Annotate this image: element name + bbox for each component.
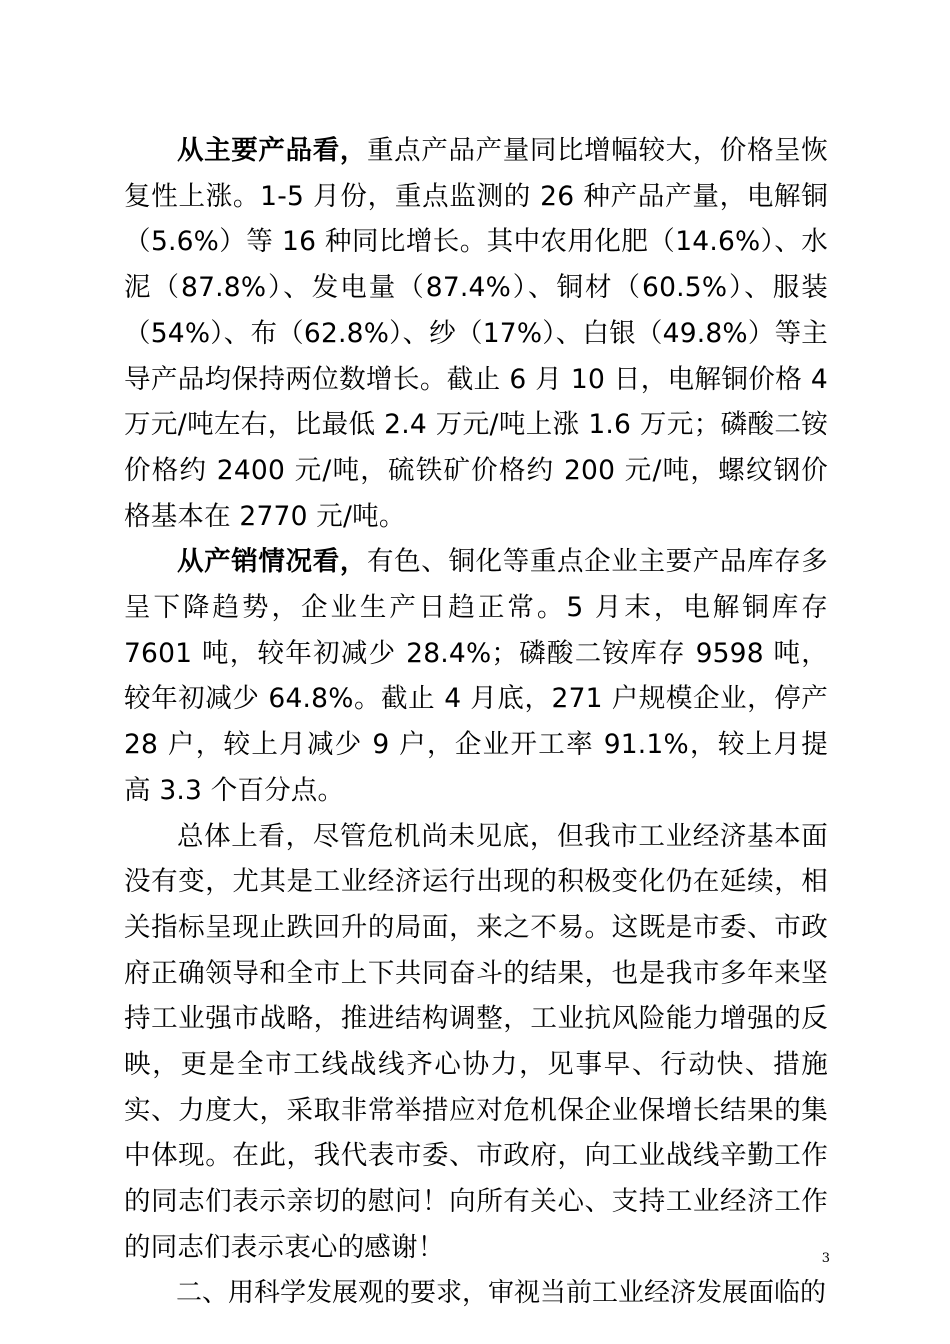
paragraph-main-products — [124, 128, 828, 539]
paragraph-text: 有色、铜化等重点企业主要产品库存多呈下降趋势，企业生产日趋正常。5 月末，电解铜库存 7601 吨，较年初减少 28.4%；磷酸二铵库存 9598 吨，较年初减少 64.8%。截止 4 月底，271 户规模企业，停产 28 户，较上月减少 9 户，企业开工率 91.1%，较上月提高 3.3 个百分点。 — [124, 546, 829, 806]
paragraph-lead: 从主要产品看， — [177, 135, 368, 166]
section-heading: 二、用科学发展观的要求，审视当前工业经济发展面临的 — [176, 1277, 827, 1308]
paragraph-lead: 从产销情况看， — [177, 546, 368, 578]
document-body — [124, 128, 828, 1316]
paragraph-text: 总体上看，尽管危机尚未见底，但我市工业经济基本面没有变，尤其是工业经济运行出现的积极变化仍在延续，相关指标呈现止跌回升的局面，来之不易。这既是市委、市政府正确领导和全市上下共同奋斗的结果，也是我市多年来坚持工业强市战略，推进结构调整，工业抗风险能力增强的反映，更是全市工线战线齐心协力，见事早、行动快、措施实、力度大，采取非常举措应对危机保企业保增长结果的集中体现。在此，我代表市委、市政府，向工业战线辛勤工作的同志们表示亲切的慰问！向所有关心、支持工业经济工作的同志们表示衷心的感谢！ — [124, 820, 828, 1263]
paragraph-text: 重点产品产量同比增幅较大，价格呈恢复性上涨。1-5 月份，重点监测的 26 种产品产量，电解铜（5.6%）等 16 种同比增长。其中农用化肥（14.6%）、水泥（87.8%）、发电量（87.4%）、铜材（60.5%）、服装（54%）、布（62.8%）、纱（17%）、白银（49.8%）等主导产品均保持两位数增长。截止 6 月 10 日，电解铜价格 4 万元/吨左右，比最低 2.4 万元/吨上涨 1.6 万元；磷酸二铵价格约 2400 元/吨，硫铁矿价格约 200 元/吨，螺纹钢价格基本在 2770 元/吨。 — [124, 135, 829, 532]
paragraph-overall — [124, 814, 828, 1271]
page-number: 3 — [821, 1251, 830, 1266]
paragraph-production-sales — [124, 539, 828, 813]
